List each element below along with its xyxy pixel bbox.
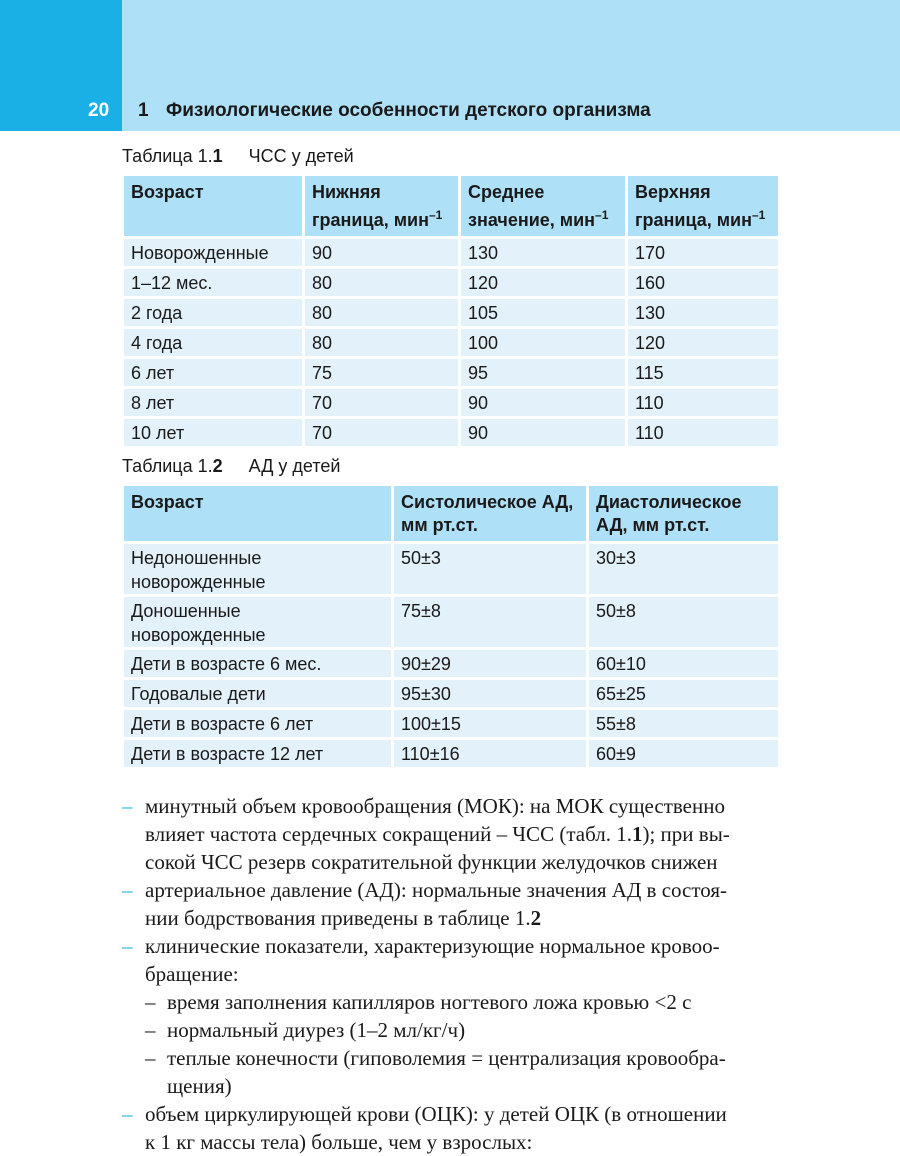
text-line: объем циркулирующей крови (ОЦК): у детей ОЦК (в отношении xyxy=(145,1102,727,1126)
header-line: значение, мин xyxy=(468,210,596,230)
table-cell: 60±10 xyxy=(586,647,778,677)
table-cell: 8 лет xyxy=(124,386,302,416)
table-cell: 110 xyxy=(625,416,778,446)
table1-caption xyxy=(122,146,354,167)
list-item xyxy=(122,876,782,932)
cell-line: Недоношенные xyxy=(131,548,262,568)
table-ref: 2 xyxy=(530,906,542,930)
list-item xyxy=(122,1100,782,1156)
table-row xyxy=(124,386,778,416)
table-cell: 2 года xyxy=(124,296,302,326)
table-row xyxy=(124,594,778,647)
table2-caption-number: 2 xyxy=(212,456,223,476)
header-line: Систолическое АД, xyxy=(401,492,574,512)
table2-caption-text: АД у детей xyxy=(248,456,341,476)
table-cell: 170 xyxy=(625,236,778,266)
list-item xyxy=(122,792,782,876)
header-sup: –1 xyxy=(752,208,766,222)
table2-caption-prefix: Таблица 1. xyxy=(122,456,213,476)
table-cell: 80 xyxy=(302,296,458,326)
text-line: клинические показатели, характеризующие нормальное кровоо- xyxy=(145,934,720,958)
body-text xyxy=(122,792,782,1156)
table-cell: 100 xyxy=(458,326,625,356)
header-sup: –1 xyxy=(429,208,443,222)
table-cell: 105 xyxy=(458,296,625,326)
header-line: граница, мин xyxy=(312,210,429,230)
table-row xyxy=(124,541,778,594)
table-row xyxy=(124,677,778,707)
table-cell: 75 xyxy=(302,356,458,386)
sub-bullet-dash: – xyxy=(145,990,156,1014)
text-line: к 1 кг массы тела) больше, чем у взрослых: xyxy=(145,1130,533,1154)
table-cell: 100±15 xyxy=(391,707,586,737)
text-line: теплые конечности (гиповолемия = централизация кровообра- xyxy=(167,1046,726,1070)
sub-bullet-dash: – xyxy=(145,1018,156,1042)
table-cell: Дети в возрасте 12 лет xyxy=(124,737,391,767)
text-line: артериальное давление (АД): нормальные значения АД в состоя- xyxy=(145,878,728,902)
text-line: минутный объем кровообращения (МОК): на МОК существенно xyxy=(145,794,725,818)
header-line: Возраст xyxy=(131,492,204,512)
sub-list-item xyxy=(122,988,782,1016)
table-cell: 60±9 xyxy=(586,737,778,767)
blood-pressure-table xyxy=(124,486,778,767)
table-header-row xyxy=(124,176,778,236)
table1-caption-text: ЧСС у детей xyxy=(248,146,354,166)
table-row xyxy=(124,416,778,446)
header-line: Возраст xyxy=(131,182,204,202)
column-header-age xyxy=(124,176,302,236)
table-row xyxy=(124,737,778,767)
header-line: мм рт.ст. xyxy=(401,515,478,535)
table-cell: 70 xyxy=(302,416,458,446)
bullet-dash: – xyxy=(122,794,133,818)
cell-line: новорожденные xyxy=(131,572,266,592)
text-span: влияет частота сердечных сокращений – ЧСС (табл. 1. xyxy=(145,822,632,846)
table-cell: 50±8 xyxy=(586,594,778,647)
column-header-age xyxy=(124,486,391,541)
table-row xyxy=(124,236,778,266)
table-cell: 115 xyxy=(625,356,778,386)
header-line: Среднее xyxy=(468,182,545,202)
table-cell: 30±3 xyxy=(586,541,778,594)
column-header-systolic xyxy=(391,486,586,541)
table-cell: 90 xyxy=(458,386,625,416)
table-cell: 120 xyxy=(625,326,778,356)
cell-line: Доношенные xyxy=(131,601,241,621)
text-span: нии бодрствования приведены в таблице 1. xyxy=(145,906,531,930)
table2-caption xyxy=(122,456,340,477)
table-cell: 95 xyxy=(458,356,625,386)
text-line xyxy=(145,820,782,848)
table1-caption-number: 1 xyxy=(212,146,223,166)
text-span: ); при вы- xyxy=(642,822,730,846)
sub-bullet-dash: – xyxy=(145,1046,156,1070)
table-row xyxy=(124,266,778,296)
table-cell: 80 xyxy=(302,326,458,356)
table-cell: 55±8 xyxy=(586,707,778,737)
bullet-dash: – xyxy=(122,878,133,902)
table-cell: 80 xyxy=(302,266,458,296)
text-line xyxy=(145,904,782,932)
list-item xyxy=(122,932,782,988)
text-line: бращение: xyxy=(145,962,239,986)
table-cell: 90±29 xyxy=(391,647,586,677)
table-ref: 1 xyxy=(631,822,643,846)
table-cell: 120 xyxy=(458,266,625,296)
table-cell: 90 xyxy=(458,416,625,446)
header-line: Нижняя xyxy=(312,182,381,202)
table-cell: Новорожденные xyxy=(124,236,302,266)
table-cell: 130 xyxy=(625,296,778,326)
table-cell: 95±30 xyxy=(391,677,586,707)
header-line: АД, мм рт.ст. xyxy=(596,515,710,535)
table-cell: Годовалые дети xyxy=(124,677,391,707)
column-header-mean xyxy=(458,176,625,236)
table-cell: 10 лет xyxy=(124,416,302,446)
table-cell: 6 лет xyxy=(124,356,302,386)
table-row xyxy=(124,326,778,356)
table-row xyxy=(124,296,778,326)
table-cell xyxy=(124,594,391,647)
table1-caption-prefix: Таблица 1. xyxy=(122,146,213,166)
bullet-dash: – xyxy=(122,934,133,958)
column-header-diastolic xyxy=(586,486,778,541)
table-cell: 160 xyxy=(625,266,778,296)
table-cell xyxy=(124,541,391,594)
table-cell: Дети в возрасте 6 лет xyxy=(124,707,391,737)
table-cell: 90 xyxy=(302,236,458,266)
text-line: сокой ЧСС резерв сократительной функции желудочков снижен xyxy=(145,850,718,874)
chapter-number: 1 xyxy=(138,100,149,121)
cell-line: новорожденные xyxy=(131,625,266,645)
heart-rate-table xyxy=(124,176,778,446)
sub-list-item xyxy=(122,1044,782,1100)
column-header-lower xyxy=(302,176,458,236)
header-sup: –1 xyxy=(595,208,609,222)
text-line: время заполнения капилляров ногтевого ложа кровью <2 с xyxy=(167,990,692,1014)
text-line: щения) xyxy=(167,1074,232,1098)
table-row xyxy=(124,707,778,737)
column-header-upper xyxy=(625,176,778,236)
table-cell: 70 xyxy=(302,386,458,416)
table-cell: 4 года xyxy=(124,326,302,356)
table-row xyxy=(124,356,778,386)
header-line: граница, мин xyxy=(635,210,752,230)
table-header-row xyxy=(124,486,778,541)
table-cell: 110±16 xyxy=(391,737,586,767)
table-cell: 50±3 xyxy=(391,541,586,594)
table-row xyxy=(124,647,778,677)
header-line: Верхняя xyxy=(635,182,711,202)
table-cell: 75±8 xyxy=(391,594,586,647)
table-cell: Дети в возрасте 6 мес. xyxy=(124,647,391,677)
table-cell: 130 xyxy=(458,236,625,266)
page-number: 20 xyxy=(88,100,110,121)
table-cell: 110 xyxy=(625,386,778,416)
bullet-dash: – xyxy=(122,1102,133,1126)
text-line: нормальный диурез (1–2 мл/кг/ч) xyxy=(167,1018,466,1042)
table-cell: 1–12 мес. xyxy=(124,266,302,296)
chapter-title: Физиологические особенности детского организма xyxy=(166,100,651,121)
table-cell: 65±25 xyxy=(586,677,778,707)
sub-list-item xyxy=(122,1016,782,1044)
header-line: Диастолическое xyxy=(596,492,742,512)
